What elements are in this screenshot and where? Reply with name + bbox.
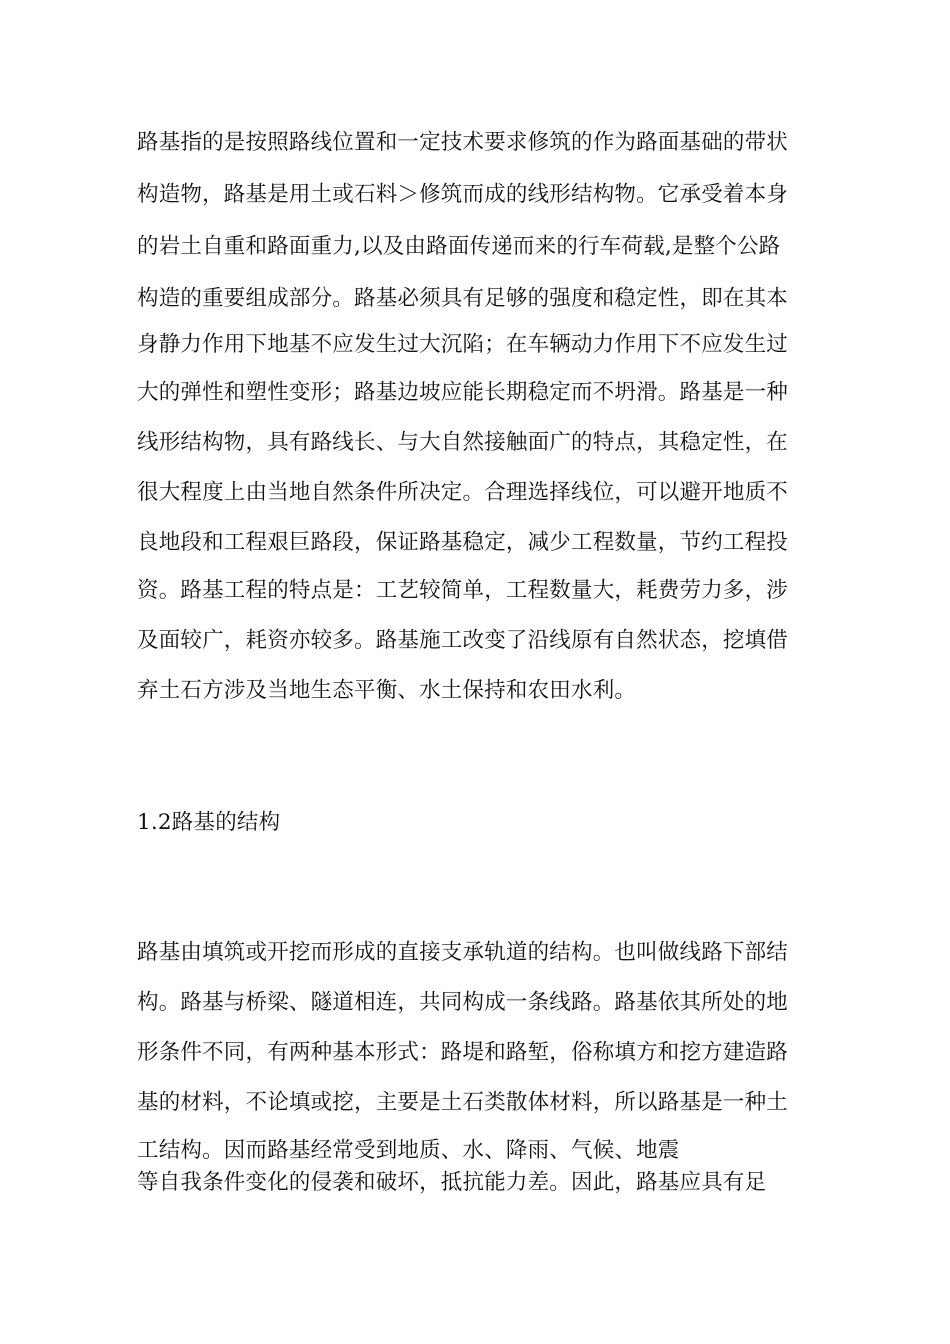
- text-line: 工结构。因而路基经常受到地质、水、降雨、气候、地震: [137, 1138, 680, 1163]
- text-line: 基的材料，不论填或挖，主要是土石类散体材料，所以路基是一种土: [137, 1090, 789, 1115]
- text-line: 构造的重要组成部分。路基必须具有足够的强度和稳定性，即在其本: [137, 286, 789, 311]
- text-line: 路基由填筑或开挖而形成的直接支承轨道的结构。也叫做线路下部结: [137, 940, 789, 965]
- text-line: 等自我条件变化的侵袭和破坏，抵抗能力差。因此，路基应具有足: [137, 1170, 767, 1195]
- text-line: 的岩土自重和路面重力,以及由路面传递而来的行车荷载,是整个公路: [137, 234, 781, 259]
- text-line: 形条件不同，有两种基本形式：路堤和路堑，俗称填方和挖方建造路: [137, 1040, 789, 1065]
- text-line: 良地段和工程艰巨路段，保证路基稳定，减少工程数量，节约工程投: [137, 530, 789, 555]
- text-line: 资。路基工程的特点是：工艺较简单，工程数量大，耗费劳力多，涉: [137, 578, 789, 603]
- text-line: 身静力作用下地基不应发生过大沉陷；在车辆动力作用下不应发生过: [137, 332, 789, 357]
- text-line: 及面较广，耗资亦较多。路基施工改变了沿线原有自然状态，挖填借: [137, 628, 789, 653]
- text-line: 大的弹性和塑性变形；路基边坡应能长期稳定而不坍滑。路基是一种: [137, 380, 789, 405]
- text-line: 弃土石方涉及当地生态平衡、水土保持和农田水利。: [137, 678, 637, 703]
- text-line: 构造物，路基是用土或石料＞修筑而成的线形结构物。它承受着本身: [137, 182, 789, 207]
- text-line: 路基指的是按照路线位置和一定技术要求修筑的作为路面基础的带状: [137, 130, 789, 155]
- section-heading: 1.2路基的结构: [137, 810, 281, 835]
- text-line: 构。路基与桥梁、隧道相连，共同构成一条线路。路基依其所处的地: [137, 990, 789, 1015]
- text-line: 很大程度上由当地自然条件所决定。合理选择线位，可以避开地质不: [137, 480, 789, 505]
- text-line: 线形结构物，具有路线长、与大自然接触面广的特点，其稳定性，在: [137, 430, 789, 455]
